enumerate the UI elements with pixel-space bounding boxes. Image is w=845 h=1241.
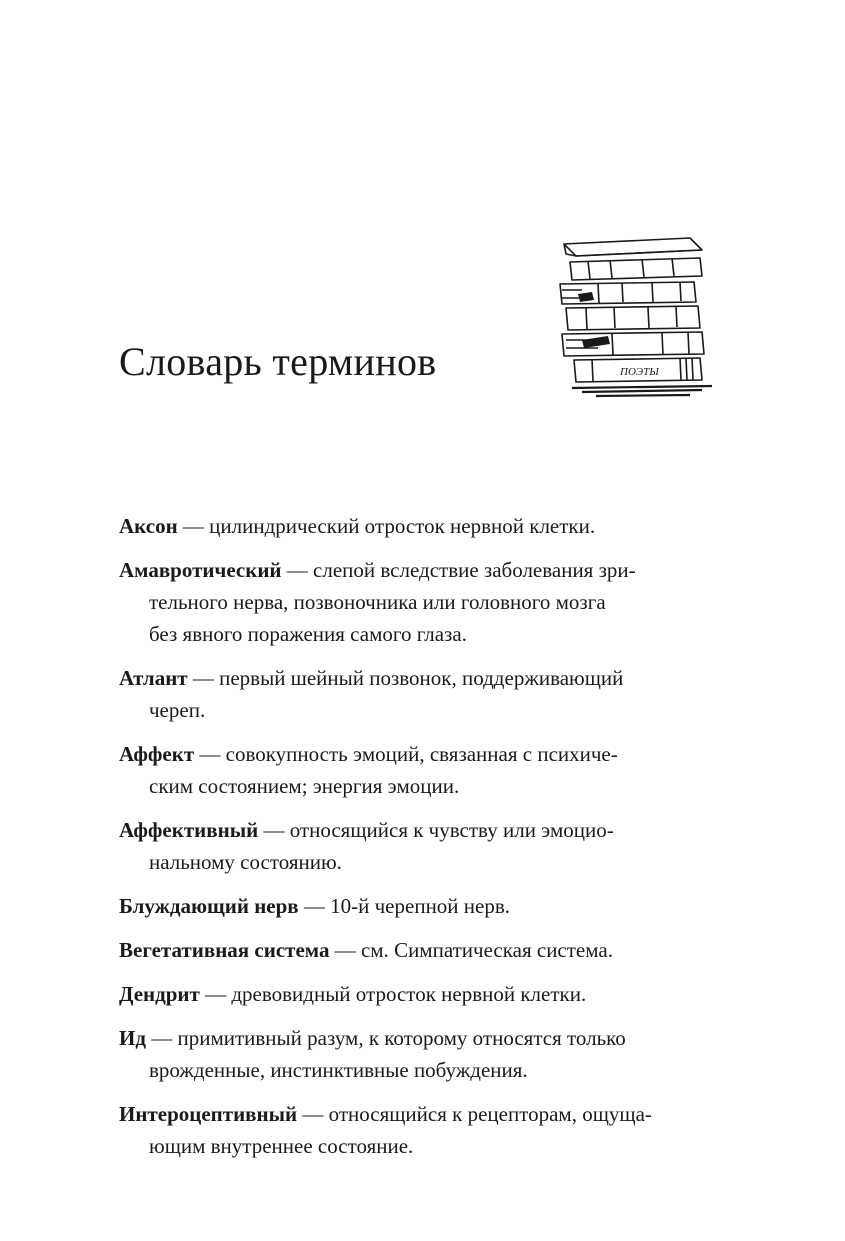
glossary-definition-continued: ющим внутреннее состояние. [149,1134,414,1158]
glossary-definition: — древовидный отросток нервной клетки. [199,982,587,1006]
glossary-definition: — относящийся к чувству или эмоцио- [258,818,614,842]
glossary-term: Ид [119,1026,146,1050]
glossary-entry [119,1022,759,1086]
glossary-entry [119,554,759,650]
glossary-entry [119,662,759,726]
glossary-term: Амавротический [119,558,282,582]
glossary-entry [119,934,759,966]
glossary-term: Аффективный [119,818,259,842]
glossary-definition-continued: без явного поражения самого глаза. [149,622,467,646]
glossary-entry [119,1098,759,1162]
glossary-definition-continued: ским состоянием; энергия эмоции. [149,774,460,798]
glossary-definition: — относящийся к рецепторам, ощуща- [297,1102,652,1126]
glossary-definition-continued: врожденные, инстинктивные побуждения. [149,1058,528,1082]
glossary-term: Аксон [119,514,178,538]
glossary-list [119,510,759,1174]
glossary-entry [119,738,759,802]
glossary-definition-continued: нальному состоянию. [149,850,342,874]
glossary-entry [119,814,759,878]
glossary-definition: — примитивный разум, к которому относятся только [145,1026,626,1050]
glossary-term: Вегетативная система [119,938,330,962]
glossary-term: Интероцептивный [119,1102,298,1126]
book-spine-text: ПОЭТЫ [620,366,659,378]
glossary-definition: — цилиндрический отросток нервной клетки. [177,514,596,538]
glossary-definition: — см. Симпатическая система. [329,938,613,962]
page-title: Словарь терминов [119,339,437,384]
glossary-term: Аффект [119,742,195,766]
glossary-definition: — 10-й черепной нерв. [298,894,511,918]
glossary-term: Блуждающий нерв [119,894,299,918]
glossary-term: Атлант [119,666,188,690]
glossary-definition-continued: тельного нерва, позвоночника или головного мозга [149,590,606,614]
stack-of-books-icon [552,232,722,404]
glossary-entry [119,978,759,1010]
glossary-term: Дендрит [119,982,200,1006]
glossary-definition-continued: череп. [149,698,206,722]
glossary-definition: — совокупность эмоций, связанная с психиче- [194,742,618,766]
glossary-entry [119,890,759,922]
glossary-definition: — слепой вследствие заболевания зри- [281,558,636,582]
glossary-entry [119,510,759,542]
glossary-definition: — первый шейный позвонок, поддерживающий [187,666,624,690]
